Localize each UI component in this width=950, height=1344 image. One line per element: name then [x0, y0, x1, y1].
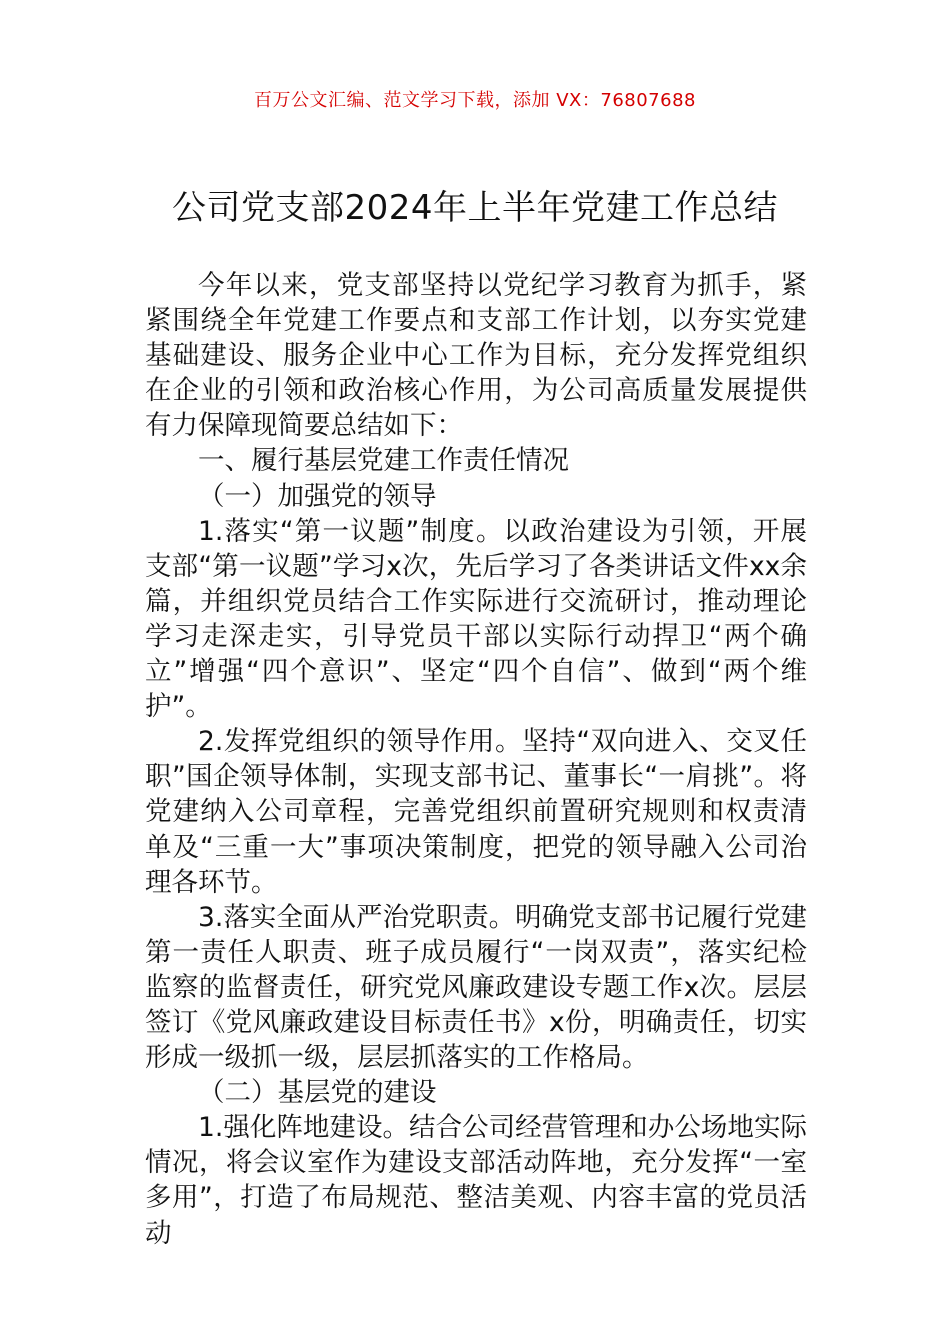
subsection-heading-2: （二）基层党的建设: [198, 1077, 437, 1109]
document-title: 公司党支部2024年上半年党建工作总结: [171, 188, 779, 228]
header-banner: 百万公文汇编、范文学习下载，添加 VX：76807688: [254, 90, 696, 111]
document-body: [145, 268, 807, 1251]
paragraph-item-1-1: 1.落实“第一议题”制度。以政治建设为引领，开展支部“第一议题”学习x次，先后学习了各类讲话文件xx余篇，并组织党员结合工作实际进行交流研讨，推动理论学习走深走实，引导党员干部以实际行动捍卫“两个确立”增强“四个意识”、坚定“四个自信”、做到“两个维护”。: [145, 515, 807, 723]
intro-paragraph: 今年以来，党支部坚持以党纪学习教育为抓手，紧紧围绕全年党建工作要点和支部工作计划，以夯实党建基础建设、服务企业中心工作为目标，充分发挥党组织在企业的引领和政治核心作用，为公司高质量发展提供有力保障现简要总结如下：: [145, 270, 807, 442]
section-heading-1: 一、履行基层党建工作责任情况: [198, 445, 569, 477]
subsection-heading-1: （一）加强党的领导: [198, 480, 437, 512]
paragraph-item-1-3: 3.落实全面从严治党职责。明确党支部书记履行党建第一责任人职责、班子成员履行“一岗双责”，落实纪检监察的监督责任，研究党风廉政建设专题工作x次。层层签订《党风廉政建设目标责任书》x份，明确责任，切实形成一级抓一级，层层抓落实的工作格局。: [145, 901, 807, 1074]
paragraph-item-2-1: 1.强化阵地建设。结合公司经营管理和办公场地实际情况，将会议室作为建设支部活动阵地，充分发挥“一室多用”，打造了布局规范、整洁美观、内容丰富的党员活动: [145, 1112, 807, 1249]
paragraph-item-1-2: 2.发挥党组织的领导作用。坚持“双向进入、交叉任职”国企领导体制，实现支部书记、董事长“一肩挑”。将党建纳入公司章程，完善党组织前置研究规则和权责清单及“三重一大”事项决策制度，把党的领导融入公司治理各环节。: [145, 726, 807, 898]
